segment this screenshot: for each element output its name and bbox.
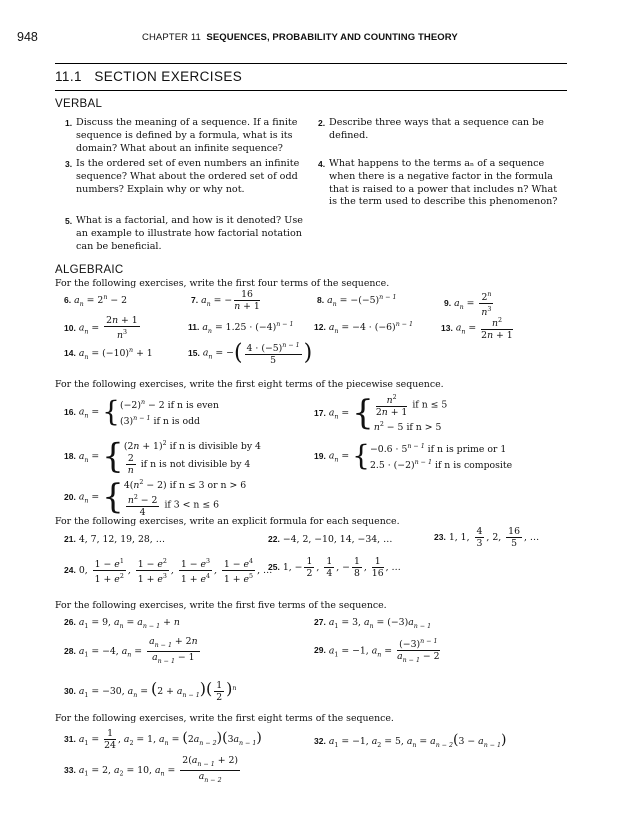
section-title: 11.1 SECTION EXERCISES <box>55 69 243 84</box>
exercise-7: 7. $a_n$ = − $\frac{16}{n + 1}$ <box>191 289 260 312</box>
exercise-22: 22. −4, 2, −10, 14, −34, … <box>268 534 393 545</box>
instructions-26-30: For the following exercises, write the first five terms of the sequence. <box>55 600 387 611</box>
exercise-20: 20. $a_n = \{4(n^2 - 2)$ if n ≤ 3 or n > 6 $\frac{n^2 - 2}{4}$ if 3 < n ≤ 6 <box>64 477 247 519</box>
exercise-12: 12. $a_n = -4 \cdot (-6)^{n - 1}$ <box>314 321 414 335</box>
section-rule-top <box>55 63 567 64</box>
exercise-3: 3. Is the ordered set of even numbers an infinite sequence? What about the ordered set of odd numbers? Explain why or why not. <box>65 158 300 195</box>
exercise-27: 27. $a_1 = 3$, $a_n = (-3)a_{n - 1}$ <box>314 617 432 630</box>
exercise-9: 9. $a_n$ = $\frac{2^n}{n^3}$ <box>444 291 492 319</box>
exercise-17: 17. $a_n$ = { $\frac{n^2}{2n + 1}$ if n ≤ 5 $n^2 - 5$ if n > 5 <box>314 393 448 434</box>
exercise-26: 26. $a_1 = 9$, $a_n = a_{n - 1} + n$ <box>64 617 180 630</box>
exercise-11: 11. $a_n = 1.25 \cdot (-4)^{n - 1}$ <box>188 321 294 335</box>
exercise-24: 24. 0, $\frac{1 - e^1}{1 + e^2}$ , $\frac{1 - e^2}{1 + e^3}$ , $\frac{1 - e^3}{1 + e^4}$ , $\frac{1 - e^4}{1 + e^5}$ , … <box>64 558 273 586</box>
exercise-28: 28. $a_1 = -4$, $a_n$ = $\frac{a_{n - 1} + 2n}{a_{n - 1} - 1}$ <box>64 636 198 665</box>
exercise-31: 31. $a_1$ = $\frac{1}{24}$ , $a_2 = 1$, $a_n = (2a_{n - 2})(3a_{n - 1})$ <box>64 728 262 751</box>
running-header: CHAPTER 11 SEQUENCES, PROBABILITY AND COUNTING THEORY <box>142 32 458 43</box>
page-number: 948 <box>17 30 38 44</box>
exercise-10: 10. $a_n$ = $\frac{2n + 1}{n^3}$ <box>64 315 138 342</box>
exercise-6: 6. $a_n = 2^n - 2$ <box>64 294 128 308</box>
exercise-23: 23. 1, 1, $\frac{4}{3}$ , 2, $\frac{16}{5}$ , … <box>434 526 540 549</box>
instructions-16-20: For the following exercises, write the first eight terms of the piecewise sequence. <box>55 379 444 390</box>
exercise-33: 33. $a_1 = 2$, $a_2 = 10$, $a_n$ = $\frac{2(a_{n - 1} + 2)}{a_{n - 2}}$ <box>64 755 238 784</box>
exercise-25: 25. 1, − $\frac{1}{2}$ , $\frac{1}{4}$ , − $\frac{1}{8}$ , $\frac{1}{16}$ , … <box>268 556 401 579</box>
exercise-29: 29. $a_1 = -1$, $a_n$ = $\frac{(-3)^{n - 1}}{a_{n - 1} - 2}$ <box>314 638 440 664</box>
instructions-6-15: For the following exercises, write the first four terms of the sequence. <box>55 278 390 289</box>
exercise-32: 32. $a_1 = -1$, $a_2 = 5$, $a_n = a_{n - 2}(3 - a_{n - 1})$ <box>314 732 507 749</box>
instructions-31-33: For the following exercises, write the first eight terms of the sequence. <box>55 713 394 724</box>
exercise-18: 18. $a_n = \{(2n + 1)^2$ if n is divisible by 4 $\frac{2}{n}$ if n is not divisible by 4 <box>64 436 261 477</box>
exercise-4: 4. What happens to the terms aₙ of a sequence when there is a negative factor in the formula that is raised to a power that includes n? What is the term used to describe this phenomenon? <box>318 158 558 208</box>
exercise-1: 1. Discuss the meaning of a sequence. If a finite sequence is defined by a formula, what is its domain? What about an infinite sequence? <box>65 117 298 154</box>
section-rule-bottom <box>55 90 567 91</box>
exercise-13: 13. $a_n$ = $\frac{n^2}{2n + 1}$ <box>441 317 513 342</box>
exercise-15: 15. $a_n$ = −( $\frac{4 \cdot (-5)^{n - 1}}{5}$ ) <box>188 340 313 367</box>
exercise-14: 14. $a_n = (-10)^n + 1$ <box>64 347 153 361</box>
exercise-30: 30. $a_1 = -30$, $a_n = (2 + a_{n - 1})$( $\frac{1}{2}$ )$^n$ <box>64 679 237 703</box>
verbal-heading: VERBAL <box>55 98 103 110</box>
exercise-21: 21. 4, 7, 12, 19, 28, … <box>64 534 165 545</box>
algebraic-heading: ALGEBRAIC <box>55 264 124 276</box>
exercise-16: 16. $a_n = \{(-2)^n - 2$ if n is even $(3)^{n - 1}$ if n is odd <box>64 395 219 429</box>
exercise-19: 19. $a_n = \{-0.6 \cdot 5^{n - 1}$ if n is prime or 1 $2.5 \cdot (-2)^{n - 1}$ if n is composite <box>314 439 513 473</box>
exercise-8: 8. $a_n = -(-5)^{n - 1}$ <box>317 294 397 308</box>
exercise-2: 2. Describe three ways that a sequence can be defined. <box>318 117 544 141</box>
instructions-21-25: For the following exercises, write an explicit formula for each sequence. <box>55 516 400 527</box>
exercise-5: 5. What is a factorial, and how is it denoted? Use an example to illustrate how factorial notation can be beneficial. <box>65 215 303 252</box>
